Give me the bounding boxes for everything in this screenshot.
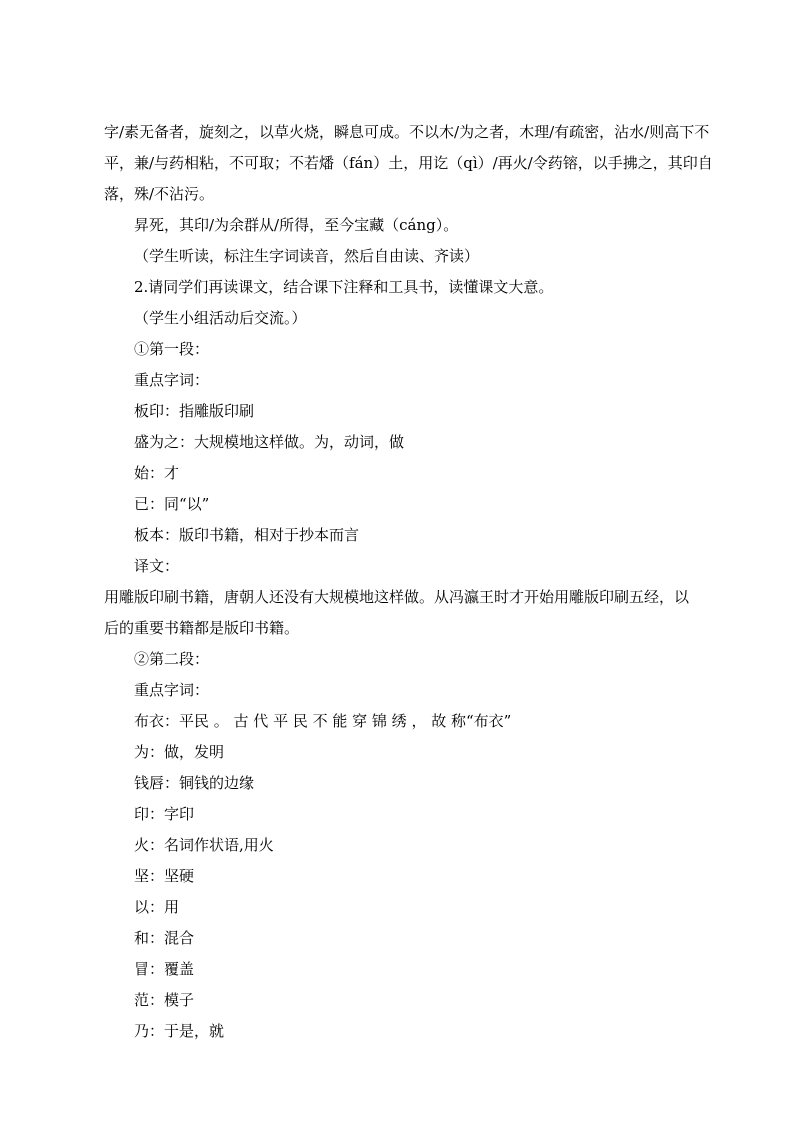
vocab-item-shengweizhi: 盛为之：大规模地这样做。为，动词，做: [134, 433, 405, 451]
text-line-continuation-2: 平，兼/与药相粘，不可取；不若燔（fán）土，用讫（qì）/再火/令药镕，以手拂之，其印自: [104, 154, 713, 172]
vocab-item-huo: 火：名词作状语,用火: [134, 836, 274, 854]
vocab-item-buyi: 布衣：平民 。 古 代 平 民 不 能 穿 锦 绣 ， 故 称“布衣”: [134, 712, 512, 730]
translation-line-2: 后的重要书籍都是版印书籍。: [104, 619, 300, 637]
document-body: [104, 117, 721, 1047]
vocab-item-fan: 范：模子: [134, 991, 195, 1009]
text-line-sheng-death: 昇死，其印/为余群从/所得，至今宝藏（cáng）。: [134, 216, 459, 234]
vocab-item-banyin: 板印：指雕版印刷: [134, 402, 255, 420]
translation-line-1: 用雕版印刷书籍，唐朝人还没有大规模地这样做。从冯瀛王时才开始用雕版印刷五经，以: [104, 588, 690, 606]
vocab-item-yin: 印：字印: [134, 805, 195, 823]
text-line-continuation-3: 落，殊/不沾污。: [104, 185, 215, 203]
vocab-item-he: 和：混合: [134, 929, 195, 947]
vocab-item-shi: 始：才: [134, 464, 180, 482]
section-heading-paragraph-2: ②第二段：: [134, 650, 210, 668]
key-words-heading-2: 重点字词：: [134, 681, 210, 699]
vocab-item-wei: 为：做，发明: [134, 743, 225, 761]
vocab-item-qianchun: 钱唇：铜钱的边缘: [134, 774, 255, 792]
vocab-item-yi-2: 以：用: [134, 898, 180, 916]
vocab-item-yi-1: 已：同“以”: [134, 495, 210, 513]
key-words-heading-1: 重点字词：: [134, 371, 210, 389]
vocab-item-jian: 坚：坚硬: [134, 867, 195, 885]
vocab-item-mao: 冒：覆盖: [134, 960, 195, 978]
text-line-instruction-2: 2.请同学们再读课文，结合课下注释和工具书，读懂课文大意。: [134, 278, 554, 296]
text-line-student-reading-note: （学生听读，标注生字词读音，然后自由读、齐读）: [134, 247, 480, 265]
translation-heading: 译文：: [134, 557, 180, 575]
section-heading-paragraph-1: ①第一段：: [134, 340, 210, 358]
text-line-group-activity-note: （学生小组活动后交流。）: [134, 309, 307, 327]
vocab-item-banben: 板本：版印书籍，相对于抄本而言: [134, 526, 360, 544]
text-line-continuation-1: 字/素无备者，旋刻之，以草火烧，瞬息可成。不以木/为之者，木理/有疏密，沾水/则高下不: [104, 123, 710, 141]
vocab-item-nai: 乃：于是，就: [134, 1022, 225, 1040]
